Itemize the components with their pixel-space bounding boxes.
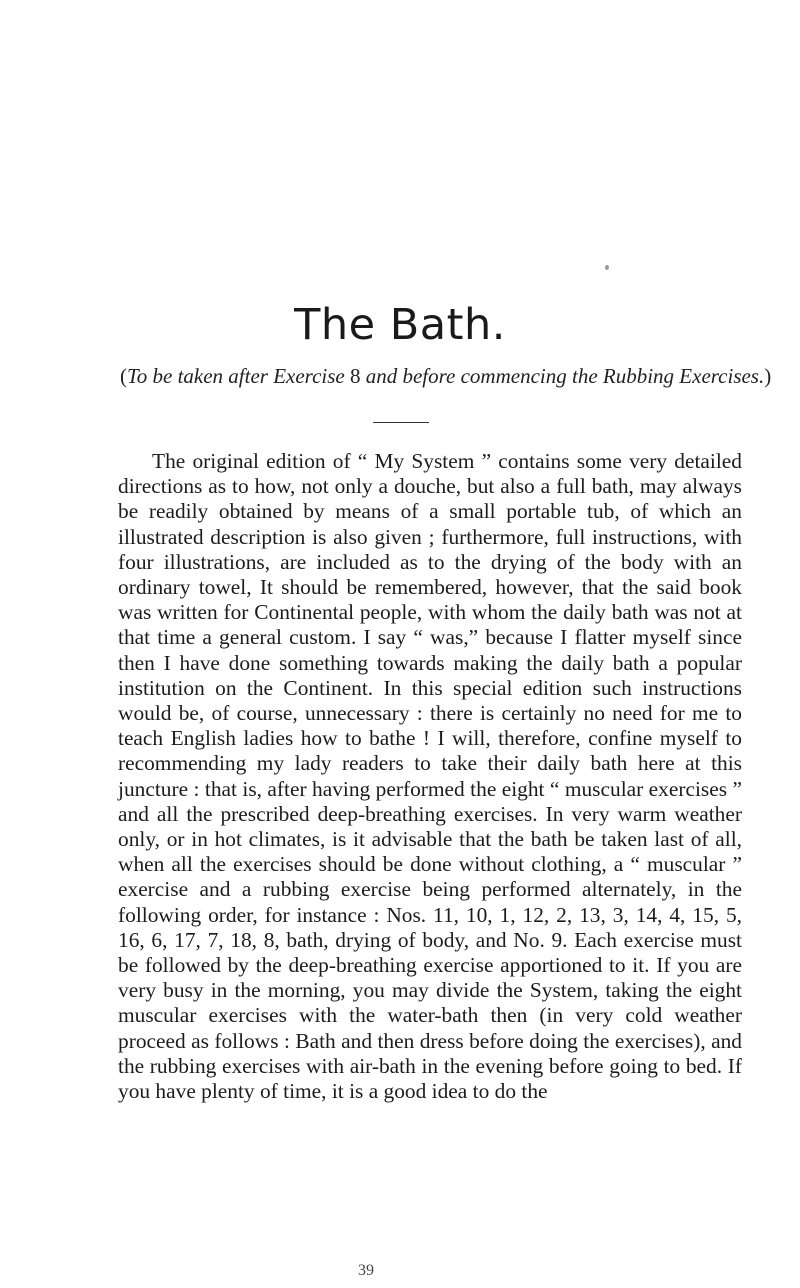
body-paragraph: The original edition of “ My System ” contains some very detailed directions as to how, not only a douche, but also a full bath, may always be readily obtained by means of a small portable tub, of which an illustrated description is also given ; furthermore, full instructions, with four illustrations, are included as to the drying of the body with an ordinary towel, It should be remembered, however, that the said book was written for Continental people, with whom the daily bath was not at that time a general custom. I say “ was,” because I flatter myself since then I have done something towards making the daily bath a popular institution on the Continent. In this special edition such instructions would be, of course, unnecessary : there is certainly no need for me to teach English ladies how to bathe ! I will, therefore, confine myself to recommending my lady readers to take their daily bath here at this juncture : that is, after having performed the eight “ muscular exercises ” and all the prescribed deep-breathing exercises. In very warm weather only, or in hot climates, is it advisable that the bath be taken last of all, when all the exercises should be done without clothing, a “ muscular ” exercise and a rubbing exercise being performed alternately, in the following order, for instance : Nos. 11, 10, 1, 12, 2, 13, 3, 14, 4, 15, 5, 16, 6, 17, 7, 18, 8, bath, drying of body, and No. 9. Each exercise must be followed by the deep-breathing exercise apportioned to it. If you are very busy in the morning, you may divide the System, taking the eight muscular exercises with the water-bath then (in very cold weather proceed as follows : Bath and then dress before doing the exercises), and the rubbing exercises with air-bath in the evening before going to bed. If you have plenty of time, it is a good idea to do the [118,449,742,1104]
section-divider [373,422,429,423]
page-subtitle [120,364,772,389]
subtitle-exercise-number: 8 [349,364,361,388]
page-number-text: 39 [358,1262,374,1279]
subtitle-part1: To be taken after Exercise [127,364,345,388]
subtitle-open-paren: ( [120,364,127,388]
page-number [0,1262,800,1280]
page-title: The Bath. [294,300,506,350]
print-speck [605,265,609,270]
subtitle-close-paren: ) [764,364,772,388]
subtitle-part2: and before commencing the Rubbing Exercises. [365,364,765,388]
